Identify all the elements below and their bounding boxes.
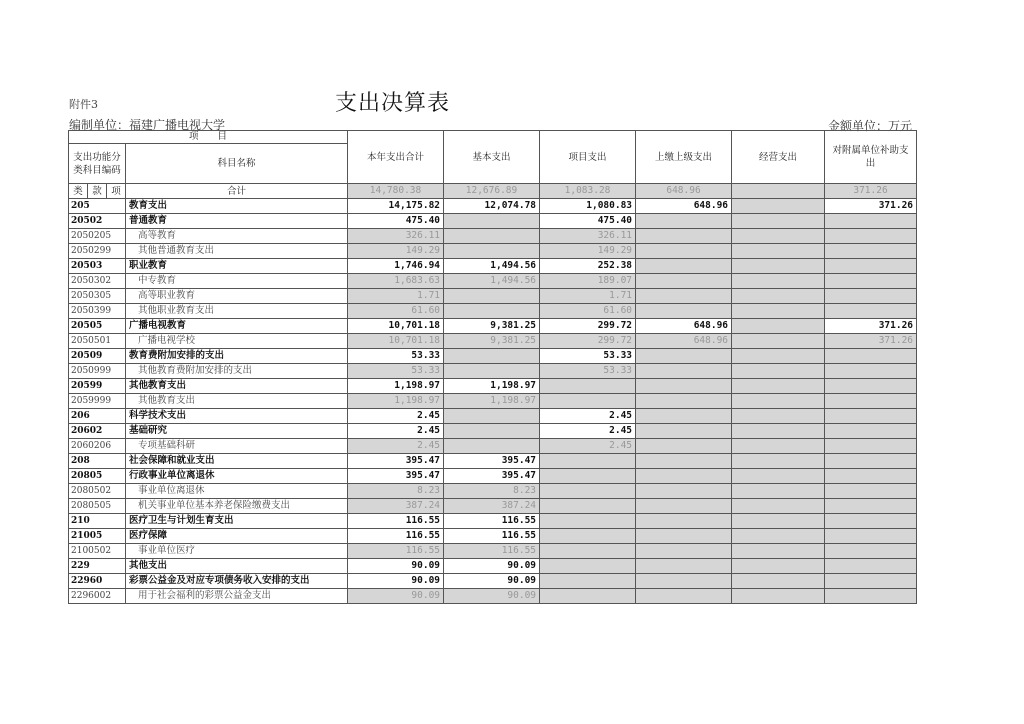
row-value: 149.29 xyxy=(348,244,444,259)
row-code: 2050999 xyxy=(69,364,126,379)
row-name: 职业教育 xyxy=(126,259,348,274)
row-value: 116.55 xyxy=(348,544,444,559)
row-value xyxy=(636,424,732,439)
row-value: 90.09 xyxy=(444,574,540,589)
row-value xyxy=(732,589,825,604)
table-row xyxy=(69,259,917,274)
row-value: 116.55 xyxy=(444,514,540,529)
table-row xyxy=(69,529,917,544)
row-value: 116.55 xyxy=(444,529,540,544)
row-value: 90.09 xyxy=(348,559,444,574)
row-value xyxy=(825,499,917,514)
row-value xyxy=(636,469,732,484)
row-value: 10,701.18 xyxy=(348,319,444,334)
row-name: 医疗保障 xyxy=(126,529,348,544)
kind-label-category: 类 xyxy=(69,184,88,199)
row-value: 1,198.97 xyxy=(348,379,444,394)
row-code: 2059999 xyxy=(69,394,126,409)
row-value xyxy=(636,304,732,319)
row-value xyxy=(825,589,917,604)
row-value: 648.96 xyxy=(636,334,732,349)
name-header: 科目名称 xyxy=(126,144,348,184)
row-value xyxy=(732,454,825,469)
row-value xyxy=(636,229,732,244)
row-value xyxy=(636,409,732,424)
row-code: 2050302 xyxy=(69,274,126,289)
row-value xyxy=(444,244,540,259)
row-name: 教育支出 xyxy=(126,199,348,214)
row-value xyxy=(825,514,917,529)
row-value xyxy=(444,439,540,454)
row-value xyxy=(444,424,540,439)
row-code: 2080505 xyxy=(69,499,126,514)
table-row xyxy=(69,364,917,379)
row-code: 21005 xyxy=(69,529,126,544)
row-value xyxy=(732,289,825,304)
row-value xyxy=(732,319,825,334)
row-name: 其他职业教育支出 xyxy=(126,304,348,319)
row-value: 371.26 xyxy=(825,334,917,349)
row-value: 90.09 xyxy=(348,574,444,589)
total-value xyxy=(732,184,825,199)
total-value: 12,676.89 xyxy=(444,184,540,199)
col-header-total: 本年支出合计 xyxy=(348,131,444,184)
row-value xyxy=(732,559,825,574)
col-header-subsidy: 对附属单位补助支出 xyxy=(825,131,917,184)
row-name: 用于社会福利的彩票公益金支出 xyxy=(126,589,348,604)
row-value xyxy=(636,349,732,364)
table-row xyxy=(69,214,917,229)
row-name: 其他普通教育支出 xyxy=(126,244,348,259)
row-code: 22960 xyxy=(69,574,126,589)
table-row xyxy=(69,574,917,589)
row-name: 广播电视教育 xyxy=(126,319,348,334)
row-value xyxy=(825,574,917,589)
row-value: 475.40 xyxy=(348,214,444,229)
table-row xyxy=(69,319,917,334)
row-value xyxy=(732,244,825,259)
row-value xyxy=(636,589,732,604)
row-value: 648.96 xyxy=(636,199,732,214)
table-row xyxy=(69,454,917,469)
row-value: 1,683.63 xyxy=(348,274,444,289)
row-value xyxy=(636,439,732,454)
row-value: 14,175.82 xyxy=(348,199,444,214)
table-row xyxy=(69,484,917,499)
table-row xyxy=(69,424,917,439)
row-value: 648.96 xyxy=(636,319,732,334)
row-code: 2050205 xyxy=(69,229,126,244)
row-code: 2100502 xyxy=(69,544,126,559)
row-value xyxy=(825,394,917,409)
table-row xyxy=(69,409,917,424)
row-value xyxy=(732,499,825,514)
row-value: 395.47 xyxy=(348,454,444,469)
table-row xyxy=(69,229,917,244)
row-value xyxy=(825,529,917,544)
row-code: 2296002 xyxy=(69,589,126,604)
row-name: 其他支出 xyxy=(126,559,348,574)
row-value: 395.47 xyxy=(348,469,444,484)
row-value xyxy=(825,544,917,559)
row-value: 252.38 xyxy=(540,259,636,274)
row-value xyxy=(540,514,636,529)
row-value: 2.45 xyxy=(540,424,636,439)
row-value xyxy=(444,214,540,229)
row-value xyxy=(636,559,732,574)
row-code: 20599 xyxy=(69,379,126,394)
row-value xyxy=(732,349,825,364)
row-value: 1.71 xyxy=(348,289,444,304)
row-value: 61.60 xyxy=(348,304,444,319)
expenditure-table xyxy=(68,130,917,604)
row-value: 149.29 xyxy=(540,244,636,259)
row-value xyxy=(444,304,540,319)
row-value: 1,494.56 xyxy=(444,259,540,274)
row-value xyxy=(732,409,825,424)
row-code: 2050501 xyxy=(69,334,126,349)
col-header-business: 经营支出 xyxy=(732,131,825,184)
row-value xyxy=(540,499,636,514)
table-row xyxy=(69,379,917,394)
row-name: 中专教育 xyxy=(126,274,348,289)
row-value xyxy=(540,574,636,589)
row-value xyxy=(825,364,917,379)
row-value xyxy=(825,379,917,394)
row-value xyxy=(444,349,540,364)
row-value: 90.09 xyxy=(444,559,540,574)
table-row xyxy=(69,274,917,289)
row-value xyxy=(825,214,917,229)
row-value xyxy=(636,499,732,514)
code-header: 支出功能分类科目编码 xyxy=(69,144,126,184)
row-name: 广播电视学校 xyxy=(126,334,348,349)
row-value xyxy=(636,454,732,469)
row-value xyxy=(825,484,917,499)
row-value xyxy=(825,454,917,469)
row-value: 326.11 xyxy=(540,229,636,244)
table-row xyxy=(69,199,917,214)
row-code: 205 xyxy=(69,199,126,214)
row-code: 20503 xyxy=(69,259,126,274)
row-name: 教育费附加安排的支出 xyxy=(126,349,348,364)
table-row xyxy=(69,544,917,559)
row-value: 53.33 xyxy=(540,349,636,364)
row-value: 371.26 xyxy=(825,199,917,214)
row-value: 116.55 xyxy=(348,514,444,529)
table-row xyxy=(69,289,917,304)
row-value xyxy=(732,214,825,229)
row-value: 116.55 xyxy=(444,544,540,559)
row-value: 387.24 xyxy=(444,499,540,514)
row-value xyxy=(825,349,917,364)
row-value: 116.55 xyxy=(348,529,444,544)
attachment-label: 附件3 xyxy=(69,98,98,111)
row-value: 53.33 xyxy=(348,349,444,364)
row-name: 社会保障和就业支出 xyxy=(126,454,348,469)
org-label: 编制单位： xyxy=(69,118,130,132)
row-value: 371.26 xyxy=(825,319,917,334)
row-name: 基础研究 xyxy=(126,424,348,439)
row-name: 机关事业单位基本养老保险缴费支出 xyxy=(126,499,348,514)
row-value xyxy=(825,439,917,454)
row-value xyxy=(825,469,917,484)
table-row xyxy=(69,589,917,604)
row-value xyxy=(540,484,636,499)
row-value xyxy=(636,574,732,589)
row-value xyxy=(732,544,825,559)
row-value xyxy=(732,274,825,289)
col-header-basic: 基本支出 xyxy=(444,131,540,184)
row-name: 高等职业教育 xyxy=(126,289,348,304)
col-header-remit: 上缴上级支出 xyxy=(636,131,732,184)
row-name: 行政事业单位离退休 xyxy=(126,469,348,484)
row-value xyxy=(732,574,825,589)
row-value xyxy=(636,214,732,229)
org-name: 福建广播电视大学 xyxy=(129,118,226,132)
row-code: 20805 xyxy=(69,469,126,484)
row-value xyxy=(825,259,917,274)
row-name: 其他教育费附加安排的支出 xyxy=(126,364,348,379)
row-value: 12,074.78 xyxy=(444,199,540,214)
row-value: 2.45 xyxy=(348,439,444,454)
table-row xyxy=(69,469,917,484)
total-label: 合计 xyxy=(126,184,348,199)
row-value xyxy=(825,424,917,439)
row-value xyxy=(825,409,917,424)
row-name: 事业单位医疗 xyxy=(126,544,348,559)
row-name: 普通教育 xyxy=(126,214,348,229)
row-value: 299.72 xyxy=(540,319,636,334)
row-value xyxy=(636,244,732,259)
row-value xyxy=(636,514,732,529)
row-value xyxy=(636,529,732,544)
row-value: 2.45 xyxy=(348,409,444,424)
row-value: 1,494.56 xyxy=(444,274,540,289)
row-value xyxy=(732,469,825,484)
row-value: 395.47 xyxy=(444,469,540,484)
row-code: 20502 xyxy=(69,214,126,229)
row-value xyxy=(636,364,732,379)
row-value xyxy=(732,514,825,529)
row-code: 2050305 xyxy=(69,289,126,304)
row-code: 206 xyxy=(69,409,126,424)
row-value xyxy=(732,304,825,319)
item-header: 项 目 xyxy=(69,131,348,144)
row-value xyxy=(636,379,732,394)
row-value xyxy=(636,484,732,499)
row-value xyxy=(732,439,825,454)
table-row xyxy=(69,349,917,364)
row-value: 299.72 xyxy=(540,334,636,349)
row-value xyxy=(825,244,917,259)
table-row xyxy=(69,394,917,409)
row-value xyxy=(444,409,540,424)
row-code: 2080502 xyxy=(69,484,126,499)
row-value: 475.40 xyxy=(540,214,636,229)
row-name: 其他教育支出 xyxy=(126,379,348,394)
row-value xyxy=(732,199,825,214)
row-value: 90.09 xyxy=(444,589,540,604)
row-code: 20505 xyxy=(69,319,126,334)
row-value: 2.45 xyxy=(540,409,636,424)
row-value xyxy=(540,559,636,574)
row-value xyxy=(444,229,540,244)
expenditure-table-container xyxy=(68,130,916,635)
col-header-project: 项目支出 xyxy=(540,131,636,184)
table-row xyxy=(69,334,917,349)
row-code: 208 xyxy=(69,454,126,469)
row-name: 医疗卫生与计划生育支出 xyxy=(126,514,348,529)
page-title: 支出决算表 xyxy=(335,91,451,116)
row-name: 专项基础科研 xyxy=(126,439,348,454)
row-code: 20509 xyxy=(69,349,126,364)
row-value: 61.60 xyxy=(540,304,636,319)
row-value xyxy=(825,289,917,304)
row-value xyxy=(540,544,636,559)
row-value: 9,381.25 xyxy=(444,334,540,349)
row-value xyxy=(636,289,732,304)
row-value xyxy=(732,529,825,544)
row-value xyxy=(825,274,917,289)
row-value: 2.45 xyxy=(540,439,636,454)
row-value xyxy=(444,364,540,379)
row-name: 事业单位离退休 xyxy=(126,484,348,499)
table-row xyxy=(69,439,917,454)
row-value xyxy=(825,559,917,574)
row-value: 1,198.97 xyxy=(348,394,444,409)
row-value: 10,701.18 xyxy=(348,334,444,349)
row-value: 53.33 xyxy=(540,364,636,379)
row-code: 20602 xyxy=(69,424,126,439)
row-value xyxy=(732,379,825,394)
row-value: 53.33 xyxy=(348,364,444,379)
row-value xyxy=(540,454,636,469)
row-code: 2050299 xyxy=(69,244,126,259)
row-value: 8.23 xyxy=(348,484,444,499)
row-value xyxy=(732,334,825,349)
row-value: 1,198.97 xyxy=(444,379,540,394)
row-name: 科学技术支出 xyxy=(126,409,348,424)
row-code: 2050399 xyxy=(69,304,126,319)
row-value xyxy=(540,394,636,409)
row-value: 326.11 xyxy=(348,229,444,244)
row-value xyxy=(732,394,825,409)
total-value: 648.96 xyxy=(636,184,732,199)
row-value xyxy=(732,424,825,439)
row-code: 210 xyxy=(69,514,126,529)
amount-unit: 金额单位：万元 xyxy=(828,119,913,133)
row-value: 90.09 xyxy=(348,589,444,604)
row-name: 其他教育支出 xyxy=(126,394,348,409)
table-row xyxy=(69,244,917,259)
row-value: 1,198.97 xyxy=(444,394,540,409)
row-value xyxy=(732,259,825,274)
row-value: 1,080.83 xyxy=(540,199,636,214)
kind-label-section: 款 xyxy=(88,184,107,199)
row-value xyxy=(732,484,825,499)
kind-label-item: 项 xyxy=(107,184,126,199)
row-value xyxy=(444,289,540,304)
row-value xyxy=(540,379,636,394)
row-value xyxy=(732,229,825,244)
row-value: 8.23 xyxy=(444,484,540,499)
row-name: 彩票公益金及对应专项债务收入安排的支出 xyxy=(126,574,348,589)
row-value xyxy=(636,394,732,409)
table-row xyxy=(69,304,917,319)
row-value: 395.47 xyxy=(444,454,540,469)
row-value: 2.45 xyxy=(348,424,444,439)
table-row xyxy=(69,559,917,574)
row-value xyxy=(540,589,636,604)
total-value: 1,083.28 xyxy=(540,184,636,199)
row-value: 1.71 xyxy=(540,289,636,304)
row-value: 1,746.94 xyxy=(348,259,444,274)
total-value: 371.26 xyxy=(825,184,917,199)
table-row xyxy=(69,514,917,529)
row-value: 189.07 xyxy=(540,274,636,289)
row-value xyxy=(825,304,917,319)
row-value xyxy=(540,529,636,544)
row-code: 229 xyxy=(69,559,126,574)
row-code: 2060206 xyxy=(69,439,126,454)
row-value xyxy=(636,259,732,274)
row-value xyxy=(636,274,732,289)
row-value xyxy=(636,544,732,559)
table-row xyxy=(69,499,917,514)
row-value xyxy=(540,469,636,484)
total-value: 14,780.38 xyxy=(348,184,444,199)
row-value: 9,381.25 xyxy=(444,319,540,334)
row-value xyxy=(732,364,825,379)
row-value: 387.24 xyxy=(348,499,444,514)
row-value xyxy=(825,229,917,244)
row-name: 高等教育 xyxy=(126,229,348,244)
